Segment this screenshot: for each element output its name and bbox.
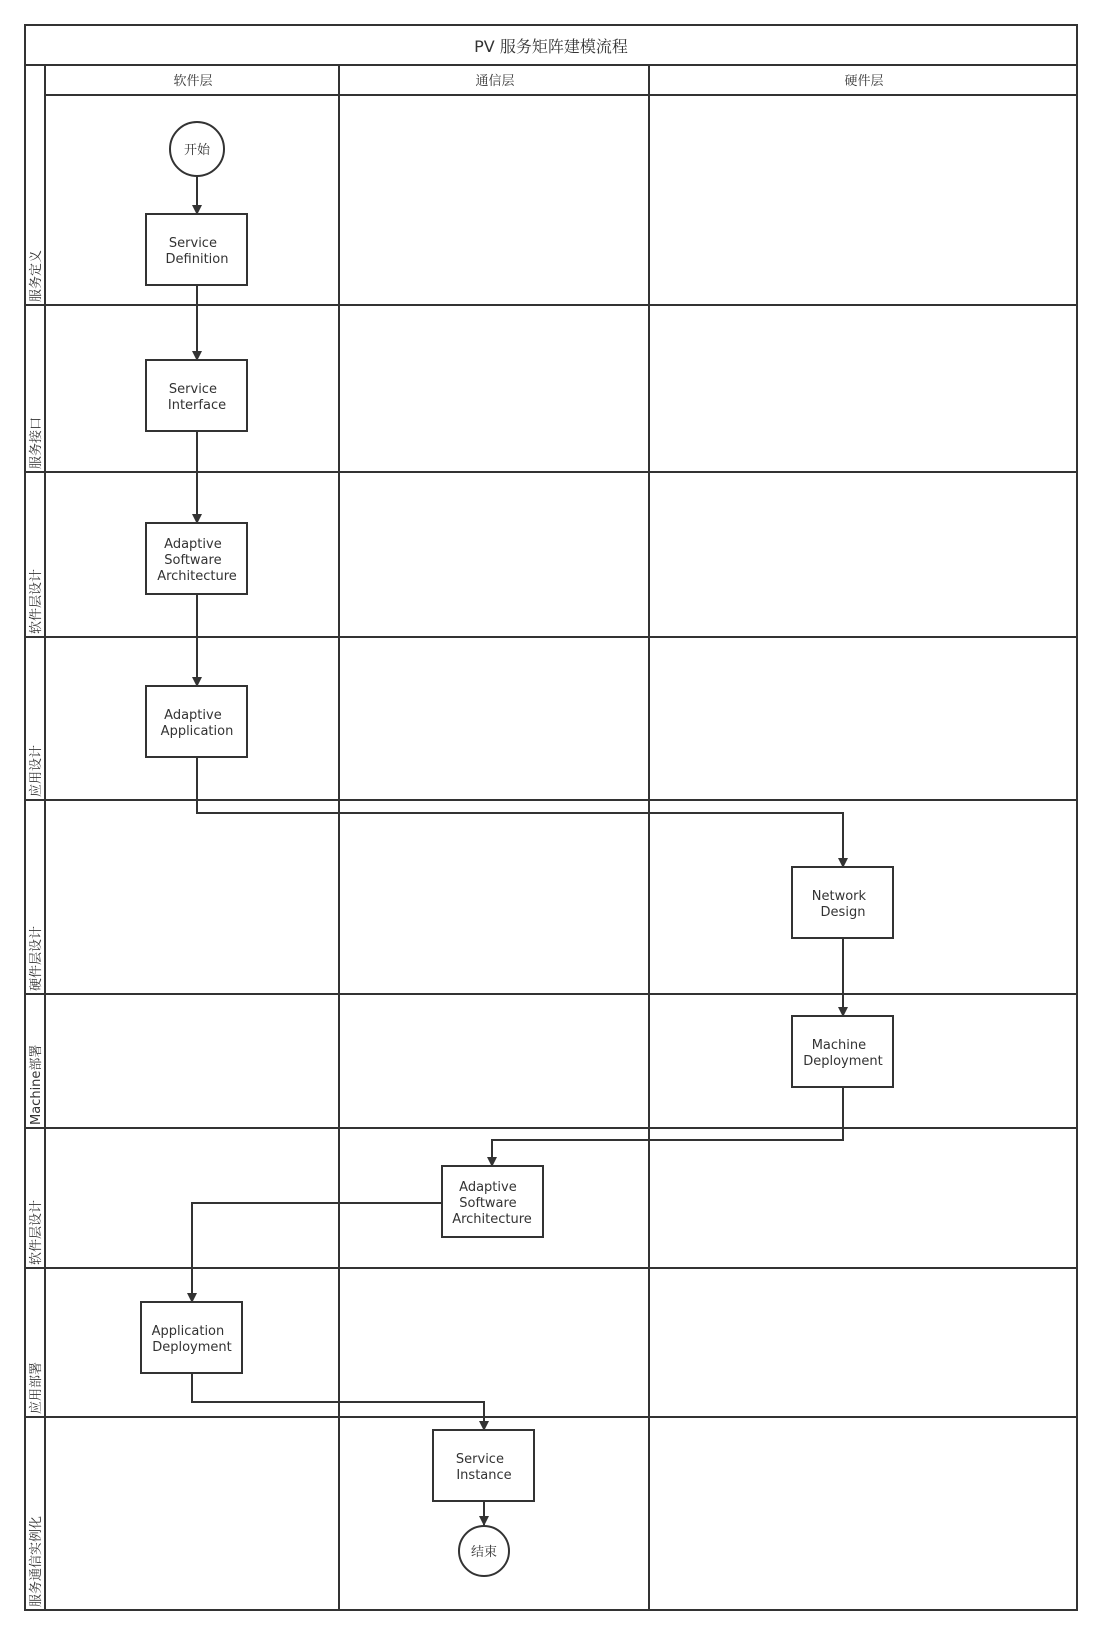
application-deployment-node[interactable] (141, 1302, 242, 1373)
service-instance-node[interactable] (433, 1430, 534, 1501)
column-header-hardware: 硬件层 (844, 74, 884, 89)
adaptive-application-node[interactable] (146, 686, 247, 757)
row-label-machine-deployment: Machine部署 (29, 1044, 44, 1125)
row-label-service-instantiation: 服务通信实例化 (29, 1515, 44, 1607)
network-design-node[interactable] (792, 867, 893, 938)
diagram-title: PV 服务矩阵建模流程 (474, 37, 628, 56)
row-label-software-layer-design: 软件层设计 (29, 568, 44, 634)
machine-deployment-node[interactable] (792, 1016, 893, 1087)
edge-machine-to-architecture-2 (492, 1087, 843, 1166)
row-label-software-layer-design-2: 软件层设计 (29, 1199, 44, 1265)
row-label-application-design: 应用设计 (29, 744, 44, 797)
row-label-service-definition: 服务定义 (29, 249, 44, 302)
edge-application-to-network-design (197, 757, 843, 867)
adaptive-software-architecture-2-label: Adaptive Software Architecture (452, 1180, 532, 1227)
row-label-service-interface: 服务接口 (29, 416, 44, 469)
end-node[interactable] (459, 1526, 509, 1576)
adaptive-software-architecture-label: Adaptive Software Architecture (157, 537, 237, 584)
start-node-label: 开始 (183, 143, 211, 158)
row-label-hardware-layer-design: 硬件层设计 (29, 925, 44, 991)
service-interface-label: Service Interface (167, 382, 227, 413)
machine-deployment-label: Machine Deployment (803, 1038, 883, 1069)
edge-architecture-2-to-app-deployment (192, 1203, 442, 1302)
network-design-label: Network Design (811, 889, 867, 920)
adaptive-application-label: Adaptive Application (160, 708, 234, 739)
column-header-communication: 通信层 (475, 74, 515, 89)
adaptive-software-architecture-2-node[interactable] (442, 1166, 543, 1237)
end-node-label: 结束 (470, 1545, 498, 1560)
service-definition-node[interactable] (146, 214, 247, 285)
service-interface-node[interactable] (146, 360, 247, 431)
application-deployment-label: Application Deployment (151, 1324, 232, 1355)
service-definition-label: Service Definition (165, 236, 229, 267)
column-header-software: 软件层 (173, 74, 213, 89)
service-instance-label: Service Instance (455, 1452, 512, 1483)
adaptive-software-architecture-node[interactable] (146, 523, 247, 594)
row-label-application-deployment: 应用部署 (29, 1361, 44, 1414)
start-node[interactable] (170, 122, 224, 176)
